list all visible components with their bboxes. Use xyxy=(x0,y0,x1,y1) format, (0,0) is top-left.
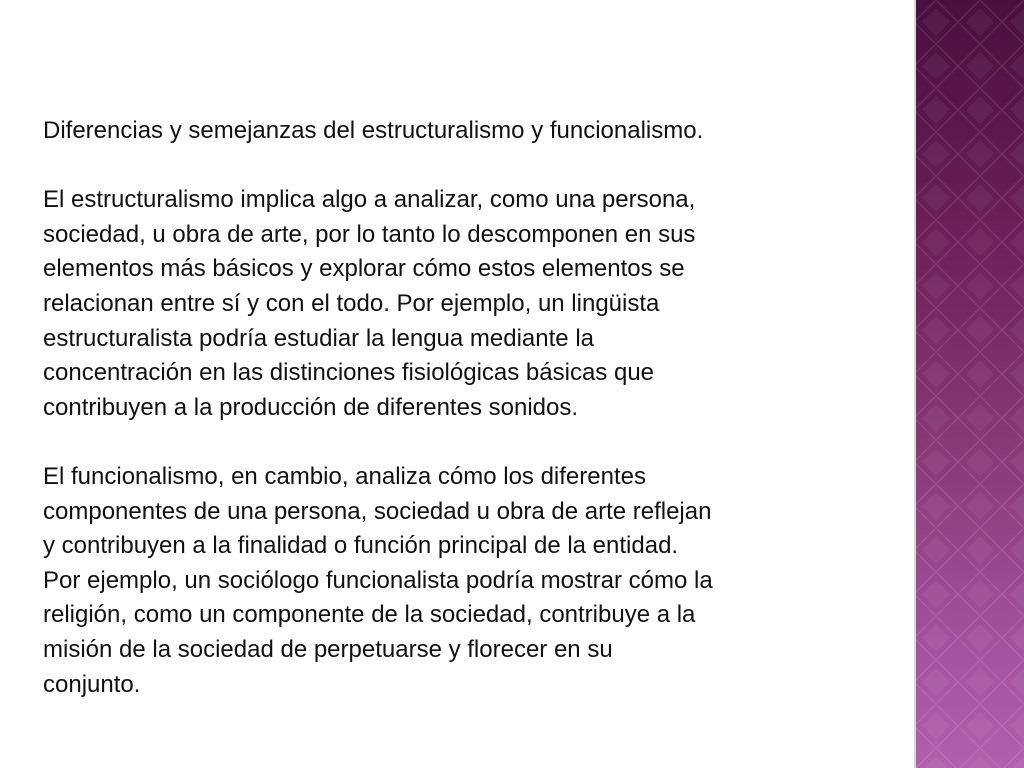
decorative-side-band xyxy=(914,0,1024,768)
paragraph-functionalism: El funcionalismo, en cambio, analiza cómo los diferentes componentes de una persona, sociedad u obra de arte reflejan y contribuyen a la finalidad o función principal de la entidad. Por ejemplo, un sociólogo funcionalista podría mostrar cómo la religión, como un componente de la sociedad, contribuye a la misión de la sociedad de perpetuarse y florecer en su conjunto. xyxy=(43,462,713,698)
diamond-pattern xyxy=(914,0,1024,768)
band-divider xyxy=(914,0,916,768)
slide-title: Diferencias y semejanzas del estructuralismo y funcionalismo. xyxy=(43,117,704,144)
slide-body xyxy=(43,114,873,702)
paragraph-structuralism: El estructuralismo implica algo a analizar, como una persona, sociedad, u obra de arte, por lo tanto lo descomponen en sus elementos más básicos y explorar cómo estos elementos se relacionan entre sí y con el todo. Por ejemplo, un lingüista estructuralista podría estudiar la lengua mediante la concentración en las distinciones fisiológicas básicas que contribuyen a la producción de diferentes sonidos. xyxy=(43,186,696,421)
